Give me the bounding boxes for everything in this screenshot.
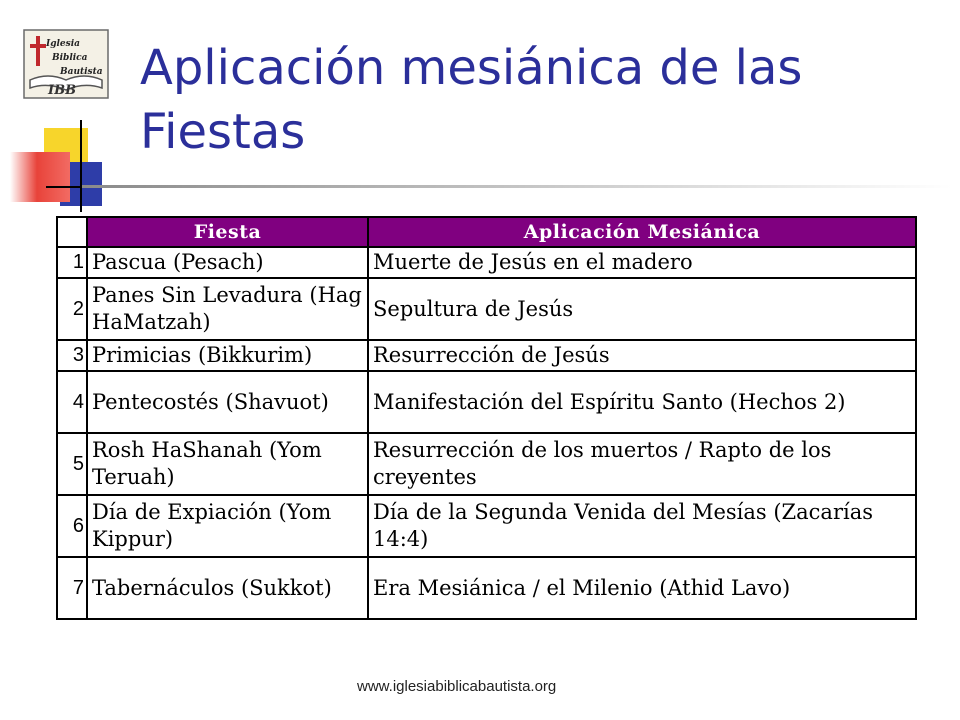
table-row — [57, 433, 916, 495]
slide-title: Aplicación mesiánica de las Fiestas — [140, 40, 803, 160]
row-application: Muerte de Jesús en el madero — [368, 247, 916, 278]
row-application: Resurrección de Jesús — [368, 340, 916, 371]
row-number: 2 — [57, 278, 87, 340]
row-fiesta: Primicias (Bikkurim) — [87, 340, 368, 371]
church-logo — [22, 28, 110, 100]
row-number: 6 — [57, 495, 87, 557]
row-application: Resurrección de los muertos / Rapto de los creyentes — [368, 433, 916, 495]
table-row — [57, 340, 916, 371]
row-fiesta: Rosh HaShanah (Yom Teruah) — [87, 433, 368, 495]
logo-text-3: Bautista — [60, 67, 103, 77]
row-fiesta: Panes Sin Levadura (Hag HaMatzah) — [87, 278, 368, 340]
row-number: 7 — [57, 557, 87, 619]
footer-url: www.iglesiabiblicabautista.org — [357, 678, 557, 695]
decorative-squares — [0, 120, 140, 220]
table-row — [57, 278, 916, 340]
feasts-table — [56, 216, 917, 620]
header-num-cell — [57, 217, 87, 247]
row-number: 1 — [57, 247, 87, 278]
row-application: Sepultura de Jesús — [368, 278, 916, 340]
red-square — [10, 152, 70, 202]
table-row — [57, 557, 916, 619]
table-header-row — [57, 217, 916, 247]
row-fiesta: Tabernáculos (Sukkot) — [87, 557, 368, 619]
title-underline — [82, 185, 952, 188]
row-fiesta: Día de Expiación (Yom Kippur) — [87, 495, 368, 557]
row-number: 4 — [57, 371, 87, 433]
header-application: Aplicación Mesiánica — [368, 217, 916, 247]
logo-monogram: IBB — [48, 83, 77, 98]
row-number: 5 — [57, 433, 87, 495]
decor-vertical-line — [80, 120, 82, 212]
header-fiesta: Fiesta — [87, 217, 368, 247]
row-application: Manifestación del Espíritu Santo (Hechos 2) — [368, 371, 916, 433]
row-number: 3 — [57, 340, 87, 371]
row-fiesta: Pascua (Pesach) — [87, 247, 368, 278]
table-row — [57, 495, 916, 557]
row-application: Era Mesiánica / el Milenio (Athid Lavo) — [368, 557, 916, 619]
table-row — [57, 247, 916, 278]
row-application: Día de la Segunda Venida del Mesías (Zacarías 14:4) — [368, 495, 916, 557]
logo-text-2: Biblica — [52, 53, 88, 63]
table-row — [57, 371, 916, 433]
logo-text-1: Iglesia — [46, 39, 80, 49]
row-fiesta: Pentecostés (Shavuot) — [87, 371, 368, 433]
